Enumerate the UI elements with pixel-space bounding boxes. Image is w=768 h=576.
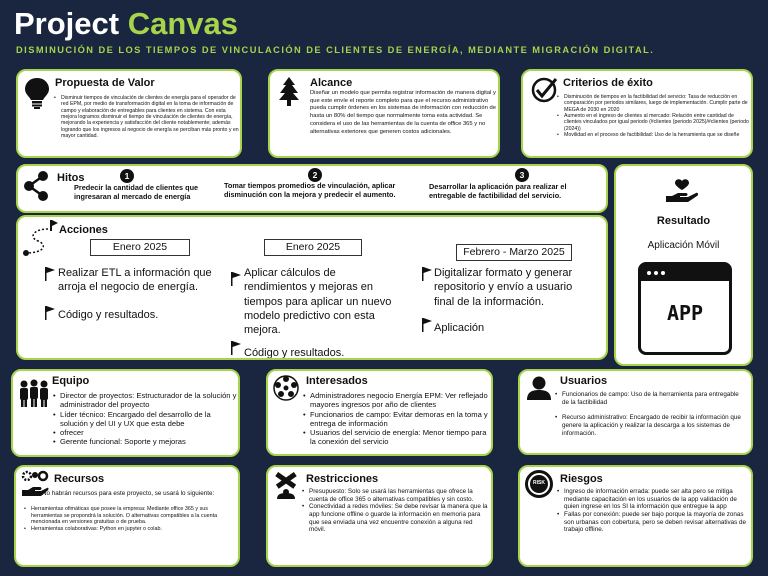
list-item: • Recurso administrativo: Encargado de recibir la información que genere la aplicación y realizar la descarga a los sistemas de información. [555, 414, 745, 437]
user-icon [526, 375, 552, 401]
resultado-subtitle: Aplicación Móvil [647, 240, 720, 251]
list-item: • Herramientas colaborativas: Python en jupyter o colab. [24, 526, 234, 533]
card-title: Restricciones [306, 473, 379, 485]
list-item: • Disminuir tiempos de vinculación de clientes de energía para el operador de red EPM, por medio de transformación digital en la toma de información de campo y elaboración de entregables para clientes en sistema. Con esta mejora logramos disminuir el tiempo de vinculación de clientes de energía, mejorando la experiencia y satisfacción del cliente notablemente; además logrando que los ingresos al negocio de energía se perciban más pronto y en mayor cantidad. [54, 95, 239, 139]
card-equipo [11, 369, 240, 457]
recursos-intro: No habrán recursos para este proyecto, se usará lo siguiente: [42, 490, 215, 497]
recursos-list [24, 506, 234, 532]
list-item: • Movilidad en el proceso de factibilidad: Uso de la herramienta que se diseñe [557, 132, 749, 138]
list-item: • Funcionarios de campo: Evitar demoras en la toma y entrega de información [303, 410, 489, 429]
action-item: Realizar ETL a información que arroja el negocio de energía. [58, 267, 212, 294]
page-subtitle: DISMINUCIÓN DE LOS TIEMPOS DE VINCULACIÓN DE CLIENTES DE ENERGÍA, MEDIANTE MIGRACIÓN DIGITAL. [16, 45, 655, 55]
card-title: Interesados [306, 375, 368, 387]
card-resultado [614, 164, 753, 366]
action-item: Aplicar cálculos de rendimientos y mejoras en tiempos para aplicar un nuevo modelo predictivo con esta mejora. [244, 267, 392, 337]
card-title: Equipo [52, 375, 90, 387]
card-interesados [266, 369, 493, 456]
list-item: • Gerente funcional: Soporte y mejoras [53, 437, 239, 446]
milestone-text: Desarrollar la aplicación para realizar el entregable de factibilidad del servicio. [429, 182, 567, 200]
equipo-list [53, 391, 239, 447]
card-recursos [14, 465, 240, 567]
route-path-icon [20, 219, 60, 259]
title-main: Project [14, 6, 120, 41]
card-title: Resultado [656, 215, 711, 227]
team-icon [17, 379, 51, 407]
card-title: Alcance [310, 77, 353, 89]
alcance-text: Diseñar un modelo que permita registrar información de manera digital y que este envíe el reporte completo para que el recurso administrativo pueda cumplir órdenes en los sistemas de información con reducción de hasta un 80% del tiempo que normalmente toma esta actividad. Se considera el uso de las herramientas de la cuenta de office 365 y no alternativas exteriores que generen costos adicionales. [310, 90, 496, 135]
share-icon [22, 170, 50, 202]
window-dot [654, 271, 658, 275]
card-title: Riesgos [560, 473, 603, 485]
milestone-number: 1 [120, 169, 134, 183]
date-label: Febrero - Marzo 2025 [456, 244, 572, 261]
card-title: Hitos [57, 172, 85, 184]
list-item: • Funcionarios de campo: Uso de la herramienta para entregable de la factibilidad [555, 391, 745, 406]
card-criterios [521, 69, 753, 158]
action-item: Aplicación [434, 322, 485, 334]
stakeholders-icon [272, 374, 300, 402]
flag-icon [44, 306, 56, 320]
milestone-number: 3 [515, 168, 529, 182]
risk-icon [525, 470, 553, 498]
propuesta-list [54, 95, 239, 139]
app-window-icon [638, 262, 732, 355]
list-item: • Líder técnico: Encargado del desarrollo de la solución y del UI y UX que esta debe [53, 410, 239, 429]
milestone-text: Tomar tiempos promedios de vinculación, aplicar disminución con la mejora y predecir el aumento. [224, 181, 396, 199]
card-usuarios [518, 369, 753, 455]
criterios-list [557, 94, 749, 138]
check-circle-icon [530, 76, 558, 104]
list-item: • Conectividad a redes móviles: Se debe revisar la manera que la app funcione offline o guarde la información en memoria para que sea enviada una vez encuentre conexión a alguna red móvil. [302, 503, 490, 534]
card-riesgos [518, 465, 753, 567]
hand-heart-icon [664, 178, 700, 208]
restricciones-list [302, 488, 490, 534]
flag-icon [230, 272, 242, 286]
list-item: • ofrecer [53, 428, 239, 437]
milestone-text: Predecir la cantidad de clientes que ingresaran al mercado de energía [74, 183, 199, 201]
window-dot [661, 271, 665, 275]
flag-icon [421, 318, 433, 332]
list-item: • Aumento en el ingreso de clientes al mercado: Relación entre cantidad de clientes vinculados por igual periodo (#clientes (periodo 2025)/#clientes (periodo (2024)) [557, 113, 749, 132]
milestone-number: 2 [308, 168, 322, 182]
action-item: Código y resultados. [58, 309, 159, 321]
restriction-icon [271, 470, 301, 500]
flag-icon [230, 341, 242, 355]
list-item: • Administradores negocio Energía EPM: Ver reflejado mayores ingresos por año de clientes [303, 391, 489, 410]
list-item: • Usuarios del servicio de energía: Menor tiempo para la conexión del servicio [303, 428, 489, 447]
page-title [14, 6, 238, 42]
usuarios-list [555, 391, 745, 437]
interesados-list [303, 391, 489, 447]
date-label: Enero 2025 [264, 239, 362, 256]
list-item: • Disminución de tiempos en la factibilidad del servicio: Tasa de reducción en comparación por periodos similares, luego de implementación. Cumplir parte de MEGA de 2030 en 2020 [557, 94, 749, 113]
tree-icon [278, 76, 300, 106]
card-title: Usuarios [560, 375, 608, 387]
card-title: Propuesta de Valor [55, 77, 155, 89]
flag-icon [421, 267, 433, 281]
title-accent: Canvas [127, 6, 239, 41]
riesgos-list [557, 488, 749, 534]
card-title: Recursos [54, 473, 105, 485]
card-title: Acciones [59, 224, 108, 236]
list-item: • Herramientas ofimáticas que posee la empresa: Mediante office 365 y sus herramientas se propondrá la solución. O alternativas compatibles a la cuenta mencionada en versiones gratuitas o de prueba. [24, 506, 234, 526]
card-hitos [16, 164, 608, 213]
date-label: Enero 2025 [90, 239, 190, 256]
list-item: • Director de proyectos: Estructurador de la solución y administrador del proyecto [53, 391, 239, 410]
window-dot [647, 271, 651, 275]
list-item: • Ingreso de información errada: puede ser alta pero se mitiga mediante capacitación en los usuarios de la app validación de quien ingrese en los SI la información que entregue la app [557, 488, 749, 511]
app-label: APP [666, 301, 704, 325]
card-restricciones [266, 465, 493, 567]
list-item: • Fallas por conexión: puede ser bajo porque la mayoría de zonas son urbanas con cobertura, pero se deben revisar alternativas de trabajo offline. [557, 511, 749, 534]
action-item: Digitalizar formato y generar repositorio y envío a usuario final de la información. [434, 267, 573, 308]
risk-icon-label: RISK [533, 480, 545, 486]
action-item: Código y resultados. [244, 347, 345, 359]
card-propuesta [16, 69, 242, 158]
card-title: Criterios de éxito [563, 77, 653, 89]
card-alcance [268, 69, 500, 158]
flag-icon [44, 267, 56, 281]
card-acciones [16, 215, 608, 360]
list-item: • Presupuesto: Solo se usará las herramientas que ofrece la cuenta de office 365 o alternativas compatibles y sin costo. [302, 488, 490, 503]
lightbulb-icon [24, 77, 50, 109]
